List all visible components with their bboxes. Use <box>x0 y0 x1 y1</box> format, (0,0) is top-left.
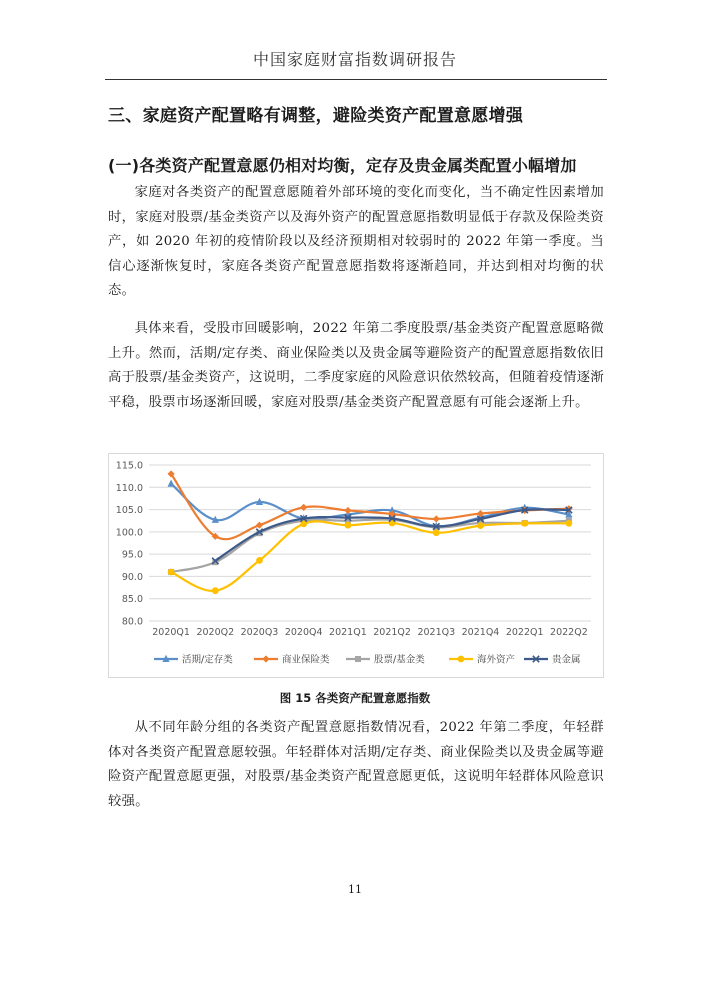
data-point <box>565 505 572 512</box>
page-number: 11 <box>348 883 362 896</box>
legend-label: 贵金属 <box>552 654 581 666</box>
data-point <box>212 587 219 594</box>
figure-caption: 图 15 各类资产配置意愿指数 <box>279 691 431 705</box>
legend-label: 商业保险类 <box>282 654 330 666</box>
section-heading: 三、家庭资产配置略有调整，避险类资产配置意愿增强 <box>108 106 524 126</box>
paragraph-3: 从不同年龄分组的各类资产配置意愿指数情况看，2022 年第二季度，年轻群体对各类资产配置意愿较强。年轻群体对活期/定存类、商业保险类以及贵金属等避险资产配置意愿更强，对股票/基金类资产配置意愿更低，这说明年轻群体风险意识较强。 <box>108 720 604 809</box>
header-divider <box>105 79 607 80</box>
asset-allocation-line-chart <box>109 454 603 677</box>
y-tick-label: 90.0 <box>121 571 143 583</box>
y-tick-label: 100.0 <box>115 527 143 539</box>
data-point <box>433 529 440 536</box>
x-tick-label: 2022Q2 <box>550 627 588 638</box>
data-point <box>521 520 528 527</box>
y-tick-label: 115.0 <box>115 460 143 472</box>
x-tick-label: 2020Q1 <box>152 627 190 638</box>
x-tick-label: 2021Q1 <box>329 627 367 638</box>
x-tick-label: 2021Q2 <box>373 627 411 638</box>
series-line <box>171 519 569 572</box>
x-tick-label: 2021Q4 <box>461 627 500 638</box>
legend-item <box>449 654 516 666</box>
legend-label: 活期/定存类 <box>182 654 233 666</box>
data-point <box>345 522 352 529</box>
subsection-heading: (一)各类资产配置意愿仍相对均衡，定存及贵金属类配置小幅增加 <box>108 156 577 175</box>
legend-marker <box>262 655 269 662</box>
y-tick-label: 110.0 <box>115 482 143 494</box>
chart-frame <box>108 453 604 678</box>
data-point <box>256 557 263 564</box>
legend-item <box>154 654 233 666</box>
x-tick-label: 2020Q3 <box>240 627 279 638</box>
y-tick-label: 105.0 <box>115 505 143 517</box>
legend-label: 海外资产 <box>477 654 516 666</box>
data-point <box>168 569 175 576</box>
x-tick-label: 2020Q2 <box>196 627 235 638</box>
paragraph-1: 家庭对各类资产的配置意愿随着外部环境的变化而变化，当不确定性因素增加时，家庭对股票/基金类资产以及海外资产的配置意愿指数明显低于存款及保险类资产，如 2020 年初的疫情阶段以及经济预期相对较弱时的 2022 年第一季度。当信心逐渐恢复时，家庭各类资产配置意愿指数将逐渐趋同，并达到相对均衡的状态。 <box>108 185 604 299</box>
data-point <box>168 480 175 487</box>
data-point <box>344 507 351 514</box>
data-point <box>256 522 263 529</box>
legend-label: 股票/基金类 <box>374 654 425 666</box>
data-point <box>433 515 440 522</box>
legend-marker <box>355 656 361 662</box>
y-tick-label: 80.0 <box>121 616 143 628</box>
x-tick-label: 2022Q1 <box>505 627 544 638</box>
paragraph-2: 具体来看，受股市回暖影响，2022 年第二季度股票/基金类资产配置意愿略微上升。然而，活期/定存类、商业保险类以及贵金属等避险资产的配置意愿指数依旧高于股票/基金类资产，这说明，二季度家庭的风险意识依然较高，但随着疫情逐渐平稳，股票市场逐渐回暖，家庭对股票/基金类资产配置意愿有可能会逐渐上升。 <box>108 321 604 410</box>
x-tick-label: 2020Q4 <box>284 627 323 638</box>
y-tick-label: 85.0 <box>121 594 143 606</box>
data-point <box>477 522 484 529</box>
legend-item <box>254 654 330 666</box>
y-tick-label: 95.0 <box>121 549 143 561</box>
series-line <box>171 474 569 539</box>
x-tick-label: 2021Q3 <box>417 627 456 638</box>
legend-item <box>346 654 425 666</box>
legend-marker <box>458 656 465 663</box>
report-header-title: 中国家庭财富指数调研报告 <box>252 50 457 69</box>
data-point <box>566 520 573 527</box>
legend-item <box>524 654 581 666</box>
